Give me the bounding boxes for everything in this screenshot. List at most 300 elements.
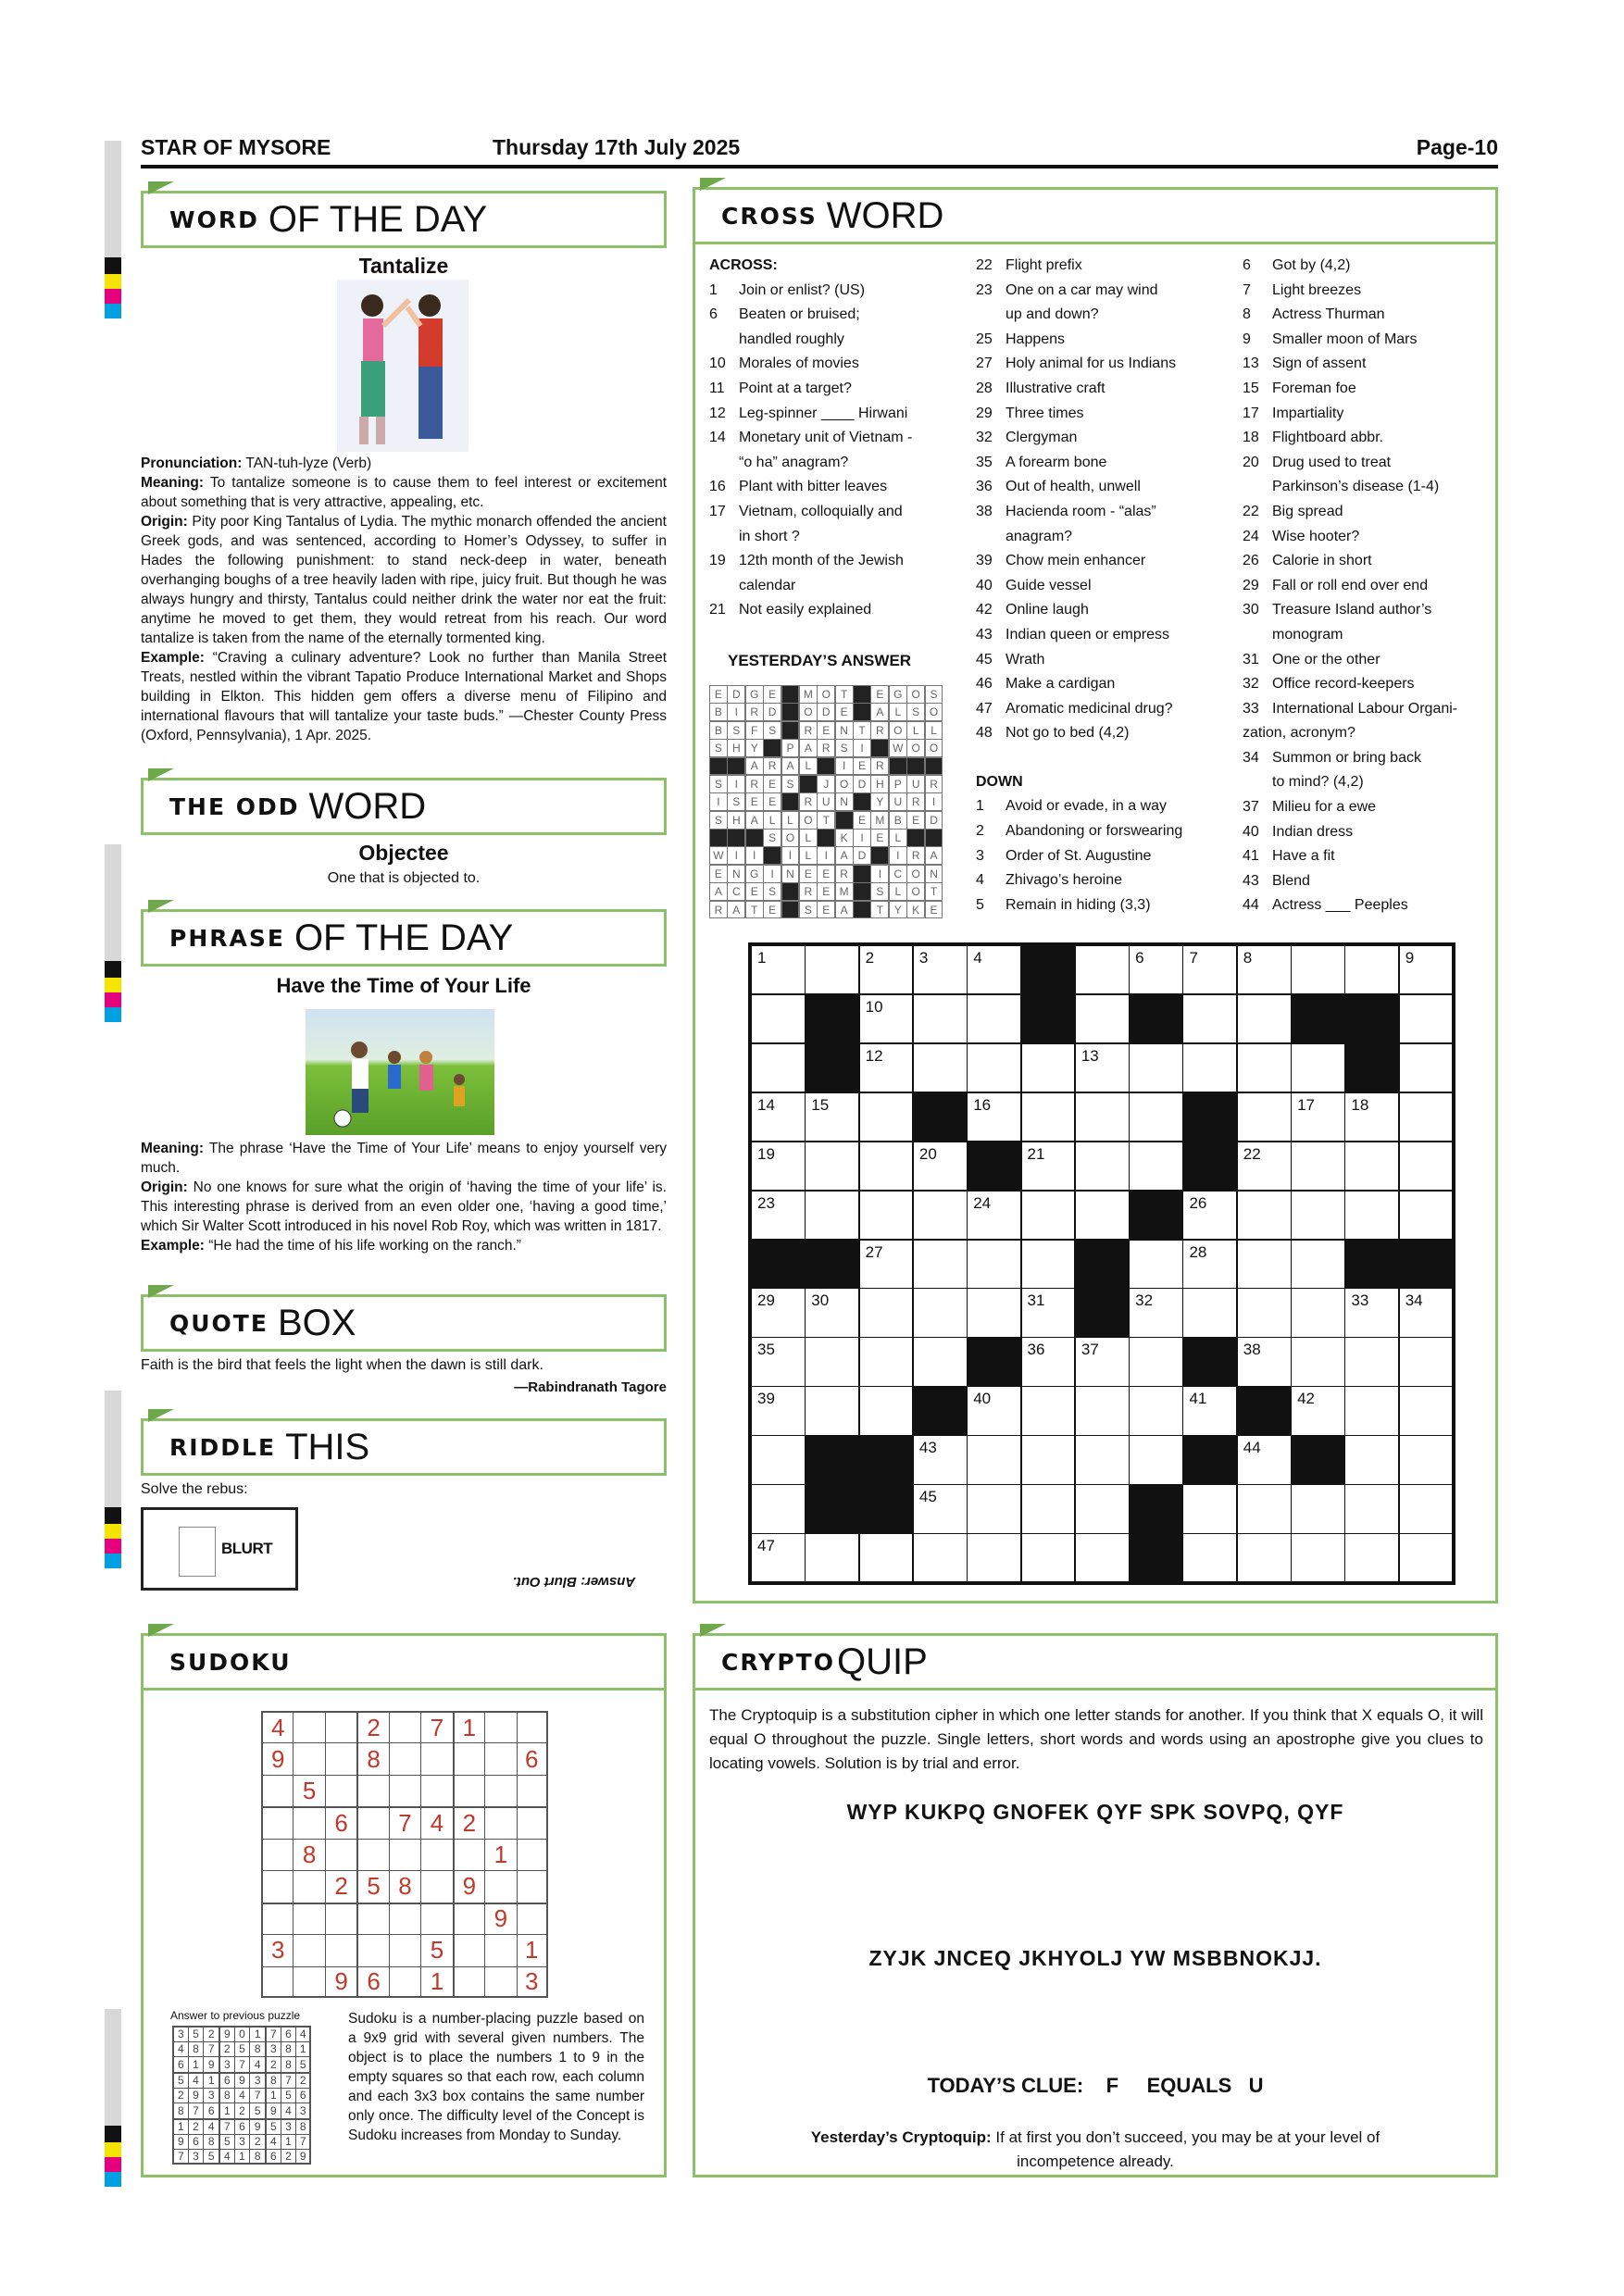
crossword-cell[interactable] [1399,945,1454,994]
crossword-cell[interactable] [967,994,1021,1043]
sudoku-cell[interactable] [453,1934,484,1965]
sudoku-cell[interactable] [420,1839,452,1870]
clue-number: 16 [973,1095,992,1114]
clue-item: 2 Abandoning or forswearing [976,823,1183,840]
crossword-cell[interactable] [1237,994,1292,1043]
sudoku-cell: 3 [172,2026,188,2041]
crossword-cell[interactable] [1182,994,1237,1043]
crossword-cell[interactable] [1075,1484,1130,1533]
sudoku-cell[interactable] [453,1839,484,1870]
clue-item: 3 Order of St. Augustine [976,847,1152,864]
crossword-cell[interactable] [1399,1142,1454,1191]
clue-number: 37 [1081,1341,1099,1359]
sudoku-cell[interactable] [389,1839,420,1870]
quote-title: QUOTE BOX [141,1294,667,1352]
sudoku-cell[interactable] [261,1870,293,1902]
answer-letter: A [709,882,728,901]
crossword-cell[interactable] [1344,1191,1399,1240]
crossword-cell[interactable] [751,1191,806,1240]
crossword-cell[interactable] [1291,1142,1345,1191]
clue-number: 33 [1351,1292,1369,1310]
answer-letter: S [709,775,728,793]
sudoku-cell[interactable] [293,1903,324,1934]
crossword-cell[interactable] [1075,1043,1130,1092]
crossword-cell[interactable] [859,1533,914,1582]
crossword-cell[interactable] [1021,1484,1076,1533]
sudoku-cell[interactable] [453,1903,484,1934]
crossword-cell[interactable] [1021,1288,1076,1337]
sudoku-cell[interactable] [453,1742,484,1774]
paper-name: STAR OF MYSORE [141,135,331,159]
sudoku-cell[interactable] [517,1903,548,1934]
sudoku-cell[interactable] [517,1806,548,1838]
sudoku-cell: 7 [172,2149,188,2165]
sudoku-cell[interactable] [261,1903,293,1934]
clue-item: 32 Clergyman [976,430,1078,446]
crossword-cell[interactable] [1021,1386,1076,1435]
crossword-block [805,1435,859,1484]
crossword-cell[interactable] [1399,1337,1454,1386]
crossword-cell[interactable] [967,1043,1021,1092]
clue-number: 43 [918,1439,937,1457]
crossword-cell[interactable] [859,1337,914,1386]
clue-number: 40 [973,1390,992,1408]
crossword-cell[interactable] [1075,1191,1130,1240]
sudoku-cell: 1 [420,1966,452,1998]
sudoku-cell[interactable] [517,1839,548,1870]
clue-item: 29 Three times [976,405,1084,421]
crossword-block [1129,1191,1183,1240]
crossword-cell[interactable] [859,1288,914,1337]
crossword-cell[interactable] [751,945,806,994]
crossword-cell[interactable] [1129,945,1183,994]
crossword-cell[interactable] [805,1288,859,1337]
answer-letter: S [709,811,728,830]
crossword-cell[interactable] [1129,1142,1183,1191]
sudoku-cell[interactable] [389,1903,420,1934]
answer-letter: M [870,811,889,830]
crossword-cell[interactable] [805,1191,859,1240]
sudoku-cell[interactable] [484,1775,516,1806]
crossword-cell[interactable] [1237,1484,1292,1533]
crossword-cell[interactable] [1344,1092,1399,1142]
sudoku-cell[interactable] [420,1742,452,1774]
crossword-cell[interactable] [859,1142,914,1191]
down-clues-col3 [1243,254,1493,918]
clue-item: 40 Guide vessel [976,577,1092,593]
crossword-cell[interactable] [913,1484,968,1533]
crossword-cell[interactable] [913,1288,968,1337]
across-clues-col2: 22 Flight prefix 23 One on a car may wind up and down? 25 Happens 27 Holy animal for us Indians 28 Illustrative craft 29 Three times 32 Clergyman 35 A forearm bone 36 Out of health, unwell 38 Hacienda room - “alas” anagram? 39 Chow mein enhancer 40 Guide vessel 42 Online laugh 43 Indian queen or empress 45 Wrath 46 Make a cardigan 47 Aromatic medicinal drug? 48 Not go to bed (4,2) DOWN 1 Avoid or evade, in a way 2 Abandoning or forswearing 3 Order of St. Augustine 4 Zhivago’s heroine 5 Remain in hiding (3,3) [976,254,1226,917]
answer-block [906,757,925,776]
crossword-cell[interactable] [913,945,968,994]
crossword-cell[interactable] [805,1337,859,1386]
sudoku-cell[interactable] [517,1775,548,1806]
answer-block [817,829,835,847]
sudoku-cell: 7 [219,2118,234,2134]
answer-block [853,901,871,919]
crossword-cell[interactable] [1237,1142,1292,1191]
sudoku-cell[interactable] [325,1934,356,1965]
crossword-cell[interactable] [805,1092,859,1142]
crossword-cell[interactable] [1021,1092,1076,1142]
sudoku-cell[interactable] [293,1806,324,1838]
crossword-cell[interactable] [1399,1533,1454,1582]
sudoku-cell[interactable] [293,1870,324,1902]
sudoku-cell[interactable] [517,1870,548,1902]
crossword-cell[interactable] [805,1142,859,1191]
sudoku-cell[interactable] [293,1934,324,1965]
crossword-cell[interactable] [859,1386,914,1435]
phrase-body: Meaning: The phrase ‘Have the Time of Your Life’ means to enjoy yourself very much. Origin: No one knows for sure what the origin of ‘having the time of your life’ is. This interesting phrase is derived from an even older one, ‘having a good time,’ which Sir Walter Scott introduced in his novel Rob Roy, which was written in 1817. Example: “He had the time of his life working on the ranch.” [141,1141,667,1254]
answer-letter: H [727,739,745,757]
sudoku-cell: 7 [281,2072,296,2088]
clue-item: 34 Summon or bring back [1243,749,1421,766]
crossword-block [1237,1386,1292,1435]
crossword-block [1075,1288,1130,1337]
sudoku-cell[interactable] [261,1966,293,1998]
crossword-cell[interactable] [1237,1043,1292,1092]
crossword-cell[interactable] [1399,1484,1454,1533]
answer-letter: I [853,829,871,847]
crossword-cell[interactable] [967,1240,1021,1289]
sudoku-cell[interactable] [261,1806,293,1838]
crossword-cell[interactable] [1291,1191,1345,1240]
crossword-block [967,1337,1021,1386]
clue-item: Parkinson’s disease (1-4) [1272,479,1440,495]
answer-letter: O [906,882,925,901]
sudoku-cell[interactable] [389,1742,420,1774]
sudoku-cell: 1 [484,1839,516,1870]
answer-letter: R [906,846,925,865]
answer-letter: R [709,901,728,919]
crossword-cell[interactable] [1344,1142,1399,1191]
crossword-cell[interactable] [751,1337,806,1386]
sudoku-cell: 8 [356,1742,388,1774]
sudoku-cell[interactable] [293,1966,324,1998]
crossword-cell[interactable] [1182,945,1237,994]
crossword-cell[interactable] [805,1533,859,1582]
clue-item: 28 Illustrative craft [976,380,1106,396]
crossword-cell[interactable] [967,945,1021,994]
sudoku-cell: 9 [295,2149,311,2165]
crossword-block [1075,1240,1130,1289]
crossword-cell[interactable] [1182,1043,1237,1092]
clue-item: monogram [1272,626,1343,643]
crossword-cell[interactable] [1291,1337,1345,1386]
crossword-cell[interactable] [913,994,968,1043]
sudoku-cell: 3 [234,2134,250,2150]
crossword-cell[interactable] [1129,1337,1183,1386]
crossword-cell[interactable] [1182,1191,1237,1240]
crossword-cell[interactable] [859,994,914,1043]
crossword-cell[interactable] [1182,1240,1237,1289]
sudoku-cell[interactable] [389,1711,420,1742]
sudoku-cell[interactable] [420,1870,452,1902]
clue-item: 22 Big spread [1243,503,1343,519]
crossword-cell[interactable] [1344,1435,1399,1484]
sudoku-cell: 1 [453,1711,484,1742]
crossword-cell[interactable] [913,1435,968,1484]
sudoku-cell[interactable] [356,1806,388,1838]
crossword-cell[interactable] [1399,1386,1454,1435]
sudoku-cell[interactable] [356,1775,388,1806]
sudoku-cell: 2 [249,2134,265,2150]
crossword-cell[interactable] [751,1533,806,1582]
crossword-block [1129,1484,1183,1533]
crossword-cell[interactable] [913,1240,968,1289]
crossword-cell[interactable] [751,1484,806,1533]
sudoku-cell[interactable] [325,1711,356,1742]
sudoku-cell: 6 [234,2118,250,2134]
flag-icon [700,1624,726,1637]
crossword-cell[interactable] [1075,1142,1130,1191]
crossword-cell[interactable] [859,1240,914,1289]
sudoku-cell[interactable] [325,1775,356,1806]
crossword-cell[interactable] [967,1533,1021,1582]
crossword-cell[interactable] [751,1092,806,1142]
riddle-title: RIDDLE THIS [141,1418,667,1476]
crossword-block [1291,994,1345,1043]
crossword-cell[interactable] [805,945,859,994]
answer-letter: I [817,846,835,865]
clue-number: 28 [1189,1242,1207,1261]
crossword-cell[interactable] [859,1191,914,1240]
crossword-cell[interactable] [1182,1484,1237,1533]
crossword-block [1182,1337,1237,1386]
crossword-cell[interactable] [1075,1533,1130,1582]
answer-letter: E [709,865,728,883]
crossword-cell[interactable] [1291,945,1345,994]
clue-item: 39 Chow mein enhancer [976,553,1146,569]
sudoku-cell[interactable] [389,1966,420,1998]
crossword-cell[interactable] [1291,1484,1345,1533]
sudoku-cell[interactable] [517,1711,548,1742]
answer-letter: C [889,865,907,883]
clue-item: 10 Morales of movies [709,356,859,372]
sudoku-cell[interactable] [293,1711,324,1742]
sudoku-cell[interactable] [420,1775,452,1806]
sudoku-cell[interactable] [356,1839,388,1870]
sudoku-cell[interactable] [293,1742,324,1774]
answer-letter: E [835,703,854,721]
sudoku-cell[interactable] [484,1806,516,1838]
answer-letter: A [835,846,854,865]
sudoku-cell[interactable] [420,1903,452,1934]
clue-item: 9 Smaller moon of Mars [1243,331,1418,347]
sudoku-cell: 6 [295,2088,311,2103]
crossword-cell[interactable] [1182,1533,1237,1582]
sudoku-cell[interactable] [484,1711,516,1742]
crossword-cell[interactable] [1399,1092,1454,1142]
crossword-cell[interactable] [913,1533,968,1582]
crossword-cell[interactable] [1021,1435,1076,1484]
sudoku-cell: 7 [265,2026,281,2041]
margin-bar-gray [105,2009,121,2126]
clue-number: 15 [811,1095,830,1114]
answer-letter: I [709,792,728,811]
sudoku-cell[interactable] [261,1839,293,1870]
sudoku-cell: 8 [249,2041,265,2057]
crossword-cell[interactable] [1344,1533,1399,1582]
clue-item: 37 Milieu for a ewe [1243,799,1377,816]
crossword-cell[interactable] [1344,945,1399,994]
sudoku-cell[interactable] [453,1966,484,1998]
crossword-cell[interactable] [1237,1288,1292,1337]
crossword-cell[interactable] [1291,1288,1345,1337]
clue-item: 43 Indian queen or empress [976,626,1169,643]
answer-letter: D [925,811,943,830]
clue-item: 21 Not easily explained [709,602,872,618]
crossword-cell[interactable] [751,1043,806,1092]
crossword-cell[interactable] [1291,1533,1345,1582]
answer-letter: R [870,721,889,740]
crossword-cell[interactable] [751,994,806,1043]
crossword-cell[interactable] [1129,1386,1183,1435]
margin-bar-magenta [105,289,121,304]
crossword-cell[interactable] [1344,1337,1399,1386]
crossword-cell[interactable] [967,1435,1021,1484]
answer-letter: S [781,775,800,793]
crossword-block [805,1043,859,1092]
sudoku-cell: 6 [265,2149,281,2165]
crossword-cell[interactable] [1129,1092,1183,1142]
crossword-cell[interactable] [1344,1288,1399,1337]
crossword-cell[interactable] [805,1386,859,1435]
answer-letter: I [870,865,889,883]
crossword-cell[interactable] [1237,1337,1292,1386]
crossword-cell[interactable] [1129,1435,1183,1484]
answer-letter: A [925,846,943,865]
clue-item: 12 Leg-spinner ____ Hirwani [709,405,908,421]
crossword-cell[interactable] [1291,1043,1345,1092]
crossword-cell[interactable] [913,1337,968,1386]
crossword-cell[interactable] [1237,945,1292,994]
crossword-cell[interactable] [1129,1240,1183,1289]
crossword-cell[interactable] [967,1092,1021,1142]
sudoku-cell: 2 [325,1870,356,1902]
sudoku-cell: 8 [219,2088,234,2103]
answer-letter: L [925,721,943,740]
sudoku-cell[interactable] [484,1966,516,1998]
crossword-cell[interactable] [1237,1092,1292,1142]
crossword-cell[interactable] [751,1288,806,1337]
crossword-cell[interactable] [1021,1191,1076,1240]
crossword-cell[interactable] [913,1043,968,1092]
crossword-cell[interactable] [1021,1337,1076,1386]
crossword-cell[interactable] [1399,1191,1454,1240]
crossword-cell[interactable] [1399,1435,1454,1484]
crossword-cell[interactable] [1237,1533,1292,1582]
crossword-cell[interactable] [751,1386,806,1435]
crossword-cell[interactable] [1075,994,1130,1043]
rebus-empty-box [179,1527,216,1577]
crossword-cell[interactable] [1399,1043,1454,1092]
crossword-cell[interactable] [1399,994,1454,1043]
crossword-cell[interactable] [1021,1043,1076,1092]
clue-number: 35 [757,1341,775,1359]
crossword-cell[interactable] [859,1092,914,1142]
sudoku-cell: 8 [265,2072,281,2088]
crossword-cell[interactable] [1291,1386,1345,1435]
sudoku-cell[interactable] [484,1934,516,1965]
cryptoquip-clue: TODAY’S CLUE: F EQUALS U [927,2074,1264,2097]
crossword-cell[interactable] [1237,1191,1292,1240]
crossword-cell[interactable] [751,1435,806,1484]
crossword-cell[interactable] [1075,1092,1130,1142]
answer-block [745,829,764,847]
crossword-cell[interactable] [1237,1435,1292,1484]
phrase-title: PHRASE OF THE DAY [141,909,667,967]
sudoku-cell[interactable] [484,1870,516,1902]
sudoku-cell: 8 [281,2041,296,2057]
sudoku-cell[interactable] [356,1934,388,1965]
crossword-cell[interactable] [967,1191,1021,1240]
crossword-cell[interactable] [967,1288,1021,1337]
crossword-cell[interactable] [1344,1484,1399,1533]
crossword-cell[interactable] [1075,1386,1130,1435]
sudoku-cell[interactable] [389,1934,420,1965]
sudoku-cell[interactable] [325,1903,356,1934]
crossword-cell[interactable] [967,1386,1021,1435]
answer-letter: B [709,703,728,721]
clue-number: 32 [1135,1292,1154,1310]
clue-item: zation, acronym? [1243,725,1355,742]
crossword-cell[interactable] [1021,1240,1076,1289]
crossword-cell[interactable] [1291,1092,1345,1142]
crossword-cell[interactable] [859,945,914,994]
sudoku-cell: 9 [219,2026,234,2041]
crossword-cell[interactable] [1021,1533,1076,1582]
sudoku-cell[interactable] [325,1839,356,1870]
sudoku-cell[interactable] [356,1903,388,1934]
crossword-cell[interactable] [1075,1435,1130,1484]
crossword-cell[interactable] [1182,1288,1237,1337]
sudoku-cell: 4 [219,2149,234,2165]
crossword-cell[interactable] [751,1142,806,1191]
crossword-cell[interactable] [1237,1240,1292,1289]
crossword-cell[interactable] [1075,1337,1130,1386]
clue-item: 11 Point at a target? [709,380,852,396]
clue-item: 26 Calorie in short [1243,553,1372,569]
sudoku-cell[interactable] [484,1742,516,1774]
crossword-cell[interactable] [859,1043,914,1092]
sudoku-cell[interactable] [389,1775,420,1806]
crossword-cell[interactable] [1291,1240,1345,1289]
crossword-cell[interactable] [967,1484,1021,1533]
crossword-cell[interactable] [1129,1288,1183,1337]
crossword-cell[interactable] [1129,1043,1183,1092]
sudoku-cell: 8 [172,2103,188,2118]
crossword-cell[interactable] [1021,1142,1076,1191]
sudoku-cell: 3 [517,1966,548,1998]
clue-item: 17 Vietnam, colloquially and [709,503,903,519]
crossword-cell[interactable] [1399,1288,1454,1337]
answer-letter: A [745,811,764,830]
sudoku-cell[interactable] [261,1775,293,1806]
answer-letter: I [727,703,745,721]
crossword-cell[interactable] [1075,945,1130,994]
crossword-cell[interactable] [1344,1386,1399,1435]
sudoku-cell[interactable] [325,1742,356,1774]
clue-number: 30 [811,1292,830,1310]
sudoku-cell: 9 [261,1742,293,1774]
margin-bar-black [105,2126,121,2142]
crossword-cell[interactable] [1182,1386,1237,1435]
crossword-cell[interactable] [913,1142,968,1191]
crossword-cell[interactable] [913,1191,968,1240]
sudoku-cell[interactable] [453,1775,484,1806]
